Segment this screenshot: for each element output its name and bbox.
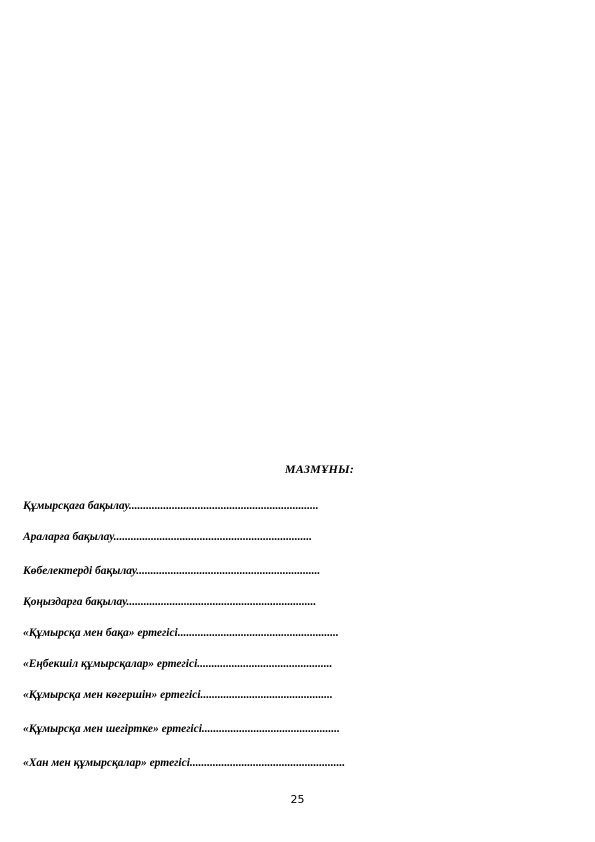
- toc-item: Араларға бақылау.....................................................................: [23, 531, 312, 543]
- toc-title: МАЗМҰНЫ:: [284, 462, 355, 476]
- page-number: 25: [290, 793, 305, 806]
- toc-item: Құмырсқаға бақылау..................................................................: [23, 500, 319, 512]
- toc-item: «Құмырсқа мен шегіртке» ертегісі................................................: [23, 723, 340, 735]
- toc-item: «Құмырсқа мен көгершін» ертегісі..............................................: [23, 689, 333, 701]
- toc-item: «Хан мен құмырсқалар» ертегісі......................................................: [23, 757, 346, 769]
- toc-item: «Құмырсқа мен бақа» ертегісі........................................................: [23, 627, 339, 639]
- toc-item: «Еңбекшіл құмырсқалар» ертегісі...............................................: [23, 658, 333, 670]
- toc-item: Көбелектерді бақылау................................................................: [23, 565, 321, 577]
- toc-item: Қоңыздарға бақылау..................................................................: [23, 596, 317, 608]
